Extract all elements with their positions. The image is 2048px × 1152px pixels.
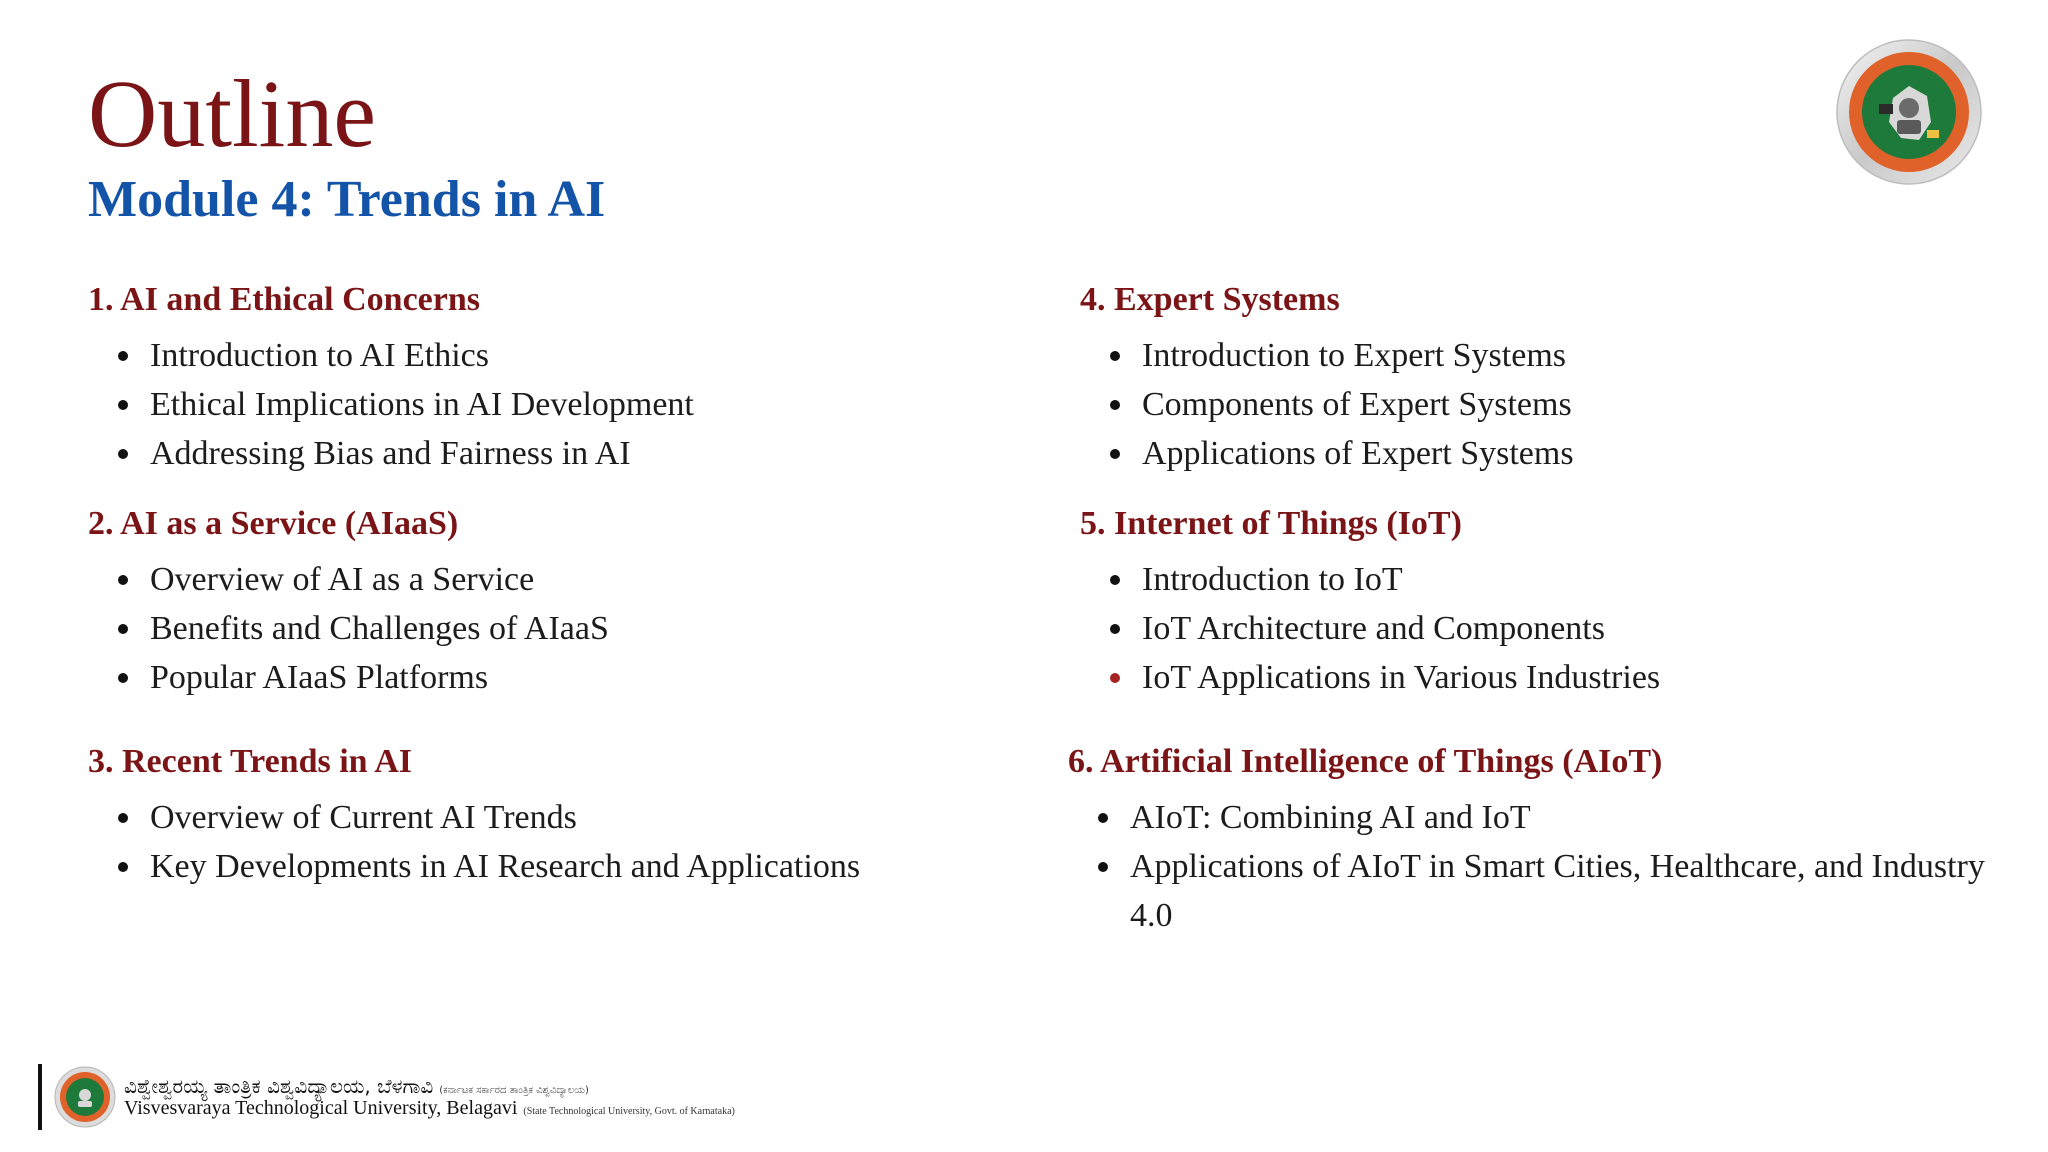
bullet-icon (1098, 862, 1108, 872)
bullet-icon (118, 813, 128, 823)
footer-english-note: (State Technological University, Govt. of Karnataka) (523, 1106, 735, 1117)
bullet-icon (1110, 673, 1120, 683)
bullet-icon (118, 624, 128, 634)
bullet-icon (118, 575, 128, 585)
university-footer (38, 1062, 735, 1132)
section-items (88, 331, 988, 478)
section-items (88, 555, 988, 702)
section-items (1080, 555, 1980, 702)
list-item-text: Popular AIaaS Platforms (150, 659, 489, 696)
bullet-icon (118, 449, 128, 459)
section-heading: 6. Artificial Intelligence of Things (AIoT) (1068, 743, 1663, 780)
list-item (118, 604, 988, 653)
list-item-text: Introduction to Expert Systems (1142, 337, 1567, 374)
list-item-text: Introduction to AI Ethics (150, 337, 490, 374)
footer-text (124, 1075, 735, 1119)
outline-section-4 (1080, 283, 1980, 478)
footer-kannada-name: ವಿಶ್ವೇಶ್ವರಯ್ಯ ತಾಂತ್ರಿಕ ವಿಶ್ವವಿದ್ಯಾಲಯ, ಬೆಳಗಾವಿ (124, 1074, 434, 1098)
footer-divider (38, 1064, 42, 1130)
bullet-icon (1110, 575, 1120, 585)
list-item (118, 555, 988, 604)
list-item (1110, 555, 1980, 604)
footer-english-line (124, 1097, 735, 1119)
list-item (118, 793, 988, 842)
section-items (88, 793, 988, 891)
list-item (118, 429, 988, 478)
list-item (1110, 331, 1980, 380)
bullet-icon (1110, 449, 1120, 459)
section-items (1068, 793, 1988, 940)
section-heading: 4. Expert Systems (1080, 281, 1340, 318)
footer-english-name: Visvesvaraya Technological University, Belagavi (124, 1097, 518, 1119)
outline-section-5 (1080, 507, 1980, 702)
list-item (118, 331, 988, 380)
bullet-icon (1098, 813, 1108, 823)
list-item-text: Ethical Implications in AI Development (150, 386, 694, 423)
list-item-text: Applications of Expert Systems (1142, 435, 1574, 472)
footer-kannada-line (124, 1075, 735, 1097)
bullet-icon (118, 862, 128, 872)
list-item (118, 653, 988, 702)
section-heading: 5. Internet of Things (IoT) (1080, 505, 1462, 542)
list-item-text: Overview of AI as a Service (150, 561, 535, 598)
list-item-text: IoT Architecture and Components (1142, 610, 1605, 647)
list-item-text: Overview of Current AI Trends (150, 799, 577, 836)
list-item-text: Introduction to IoT (1142, 561, 1403, 598)
university-seal-icon (1835, 38, 1983, 186)
bullet-icon (118, 351, 128, 361)
list-item (1110, 604, 1980, 653)
list-item-text: Benefits and Challenges of AIaaS (150, 610, 609, 647)
bullet-icon (118, 400, 128, 410)
list-item (1098, 842, 1988, 940)
footer-kannada-note: (ಕರ್ನಾಟಕ ಸರ್ಕಾರದ ತಾಂತ್ರಿಕ ವಿಶ್ವವಿದ್ಯಾಲಯ) (439, 1085, 589, 1096)
outline-section-1 (88, 283, 988, 478)
list-item-text: Addressing Bias and Fairness in AI (150, 435, 631, 472)
list-item (118, 380, 988, 429)
list-item (1110, 429, 1980, 478)
outline-section-2 (88, 507, 988, 702)
list-item-text: IoT Applications in Various Industries (1142, 659, 1661, 696)
outline-section-6 (1068, 745, 1988, 940)
slide-title: Outline (88, 60, 376, 167)
list-item-text: Applications of AIoT in Smart Cities, Healthcare, and Industry 4.0 (1130, 848, 1985, 934)
bullet-icon (1110, 351, 1120, 361)
list-item (1098, 793, 1988, 842)
slide-subtitle: Module 4: Trends in AI (88, 171, 606, 228)
section-heading: 2. AI as a Service (AIaaS) (88, 505, 459, 542)
outline-section-3 (88, 745, 988, 891)
section-items (1080, 331, 1980, 478)
section-heading: 3. Recent Trends in AI (88, 743, 412, 780)
bullet-icon (118, 673, 128, 683)
list-item (1110, 380, 1980, 429)
section-heading: 1. AI and Ethical Concerns (88, 281, 480, 318)
bullet-icon (1110, 624, 1120, 634)
list-item (1110, 653, 1980, 702)
list-item-text: Components of Expert Systems (1142, 386, 1572, 423)
list-item (118, 842, 988, 891)
bullet-icon (1110, 400, 1120, 410)
list-item-text: AIoT: Combining AI and IoT (1130, 799, 1531, 836)
university-seal-small-icon (54, 1066, 116, 1128)
list-item-text: Key Developments in AI Research and Applications (150, 848, 861, 885)
